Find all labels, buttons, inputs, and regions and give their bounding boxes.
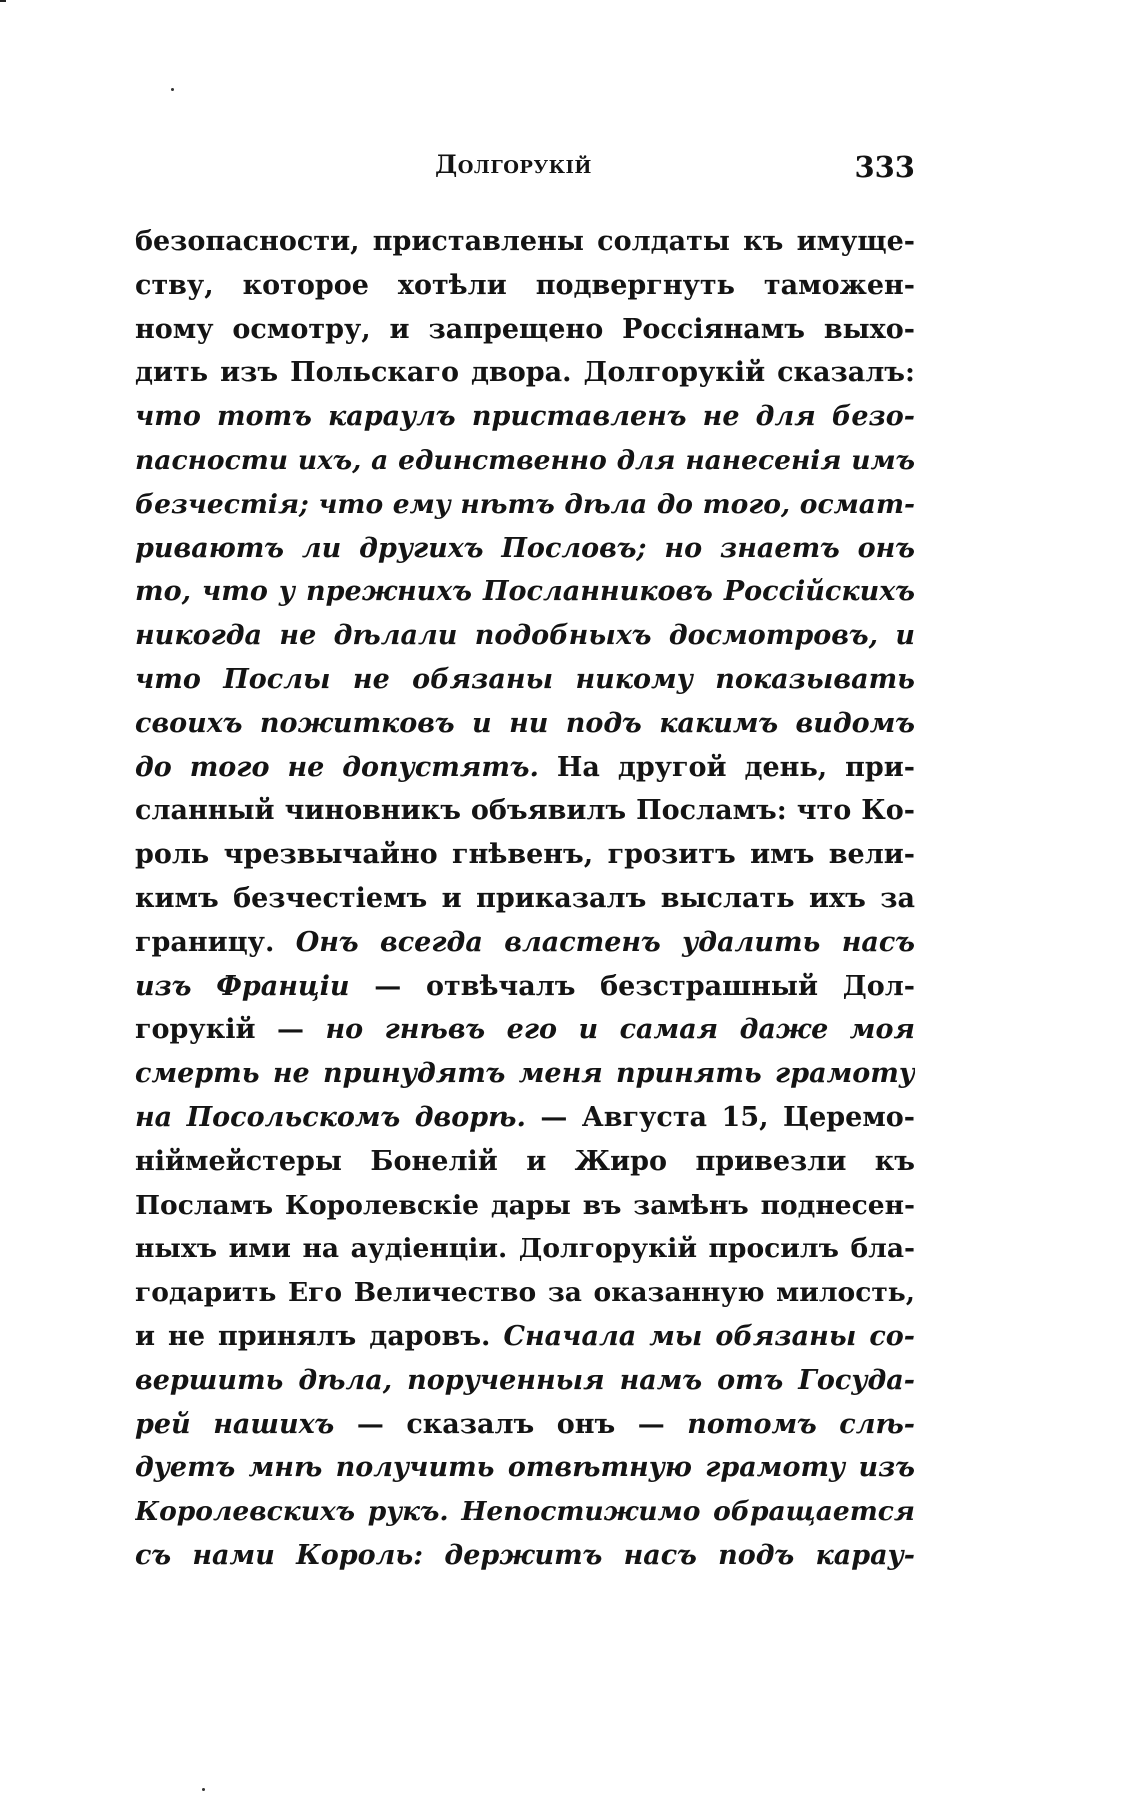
text-segment: нiймейстеры Бонелій и Жиро привезли къ xyxy=(135,1145,915,1177)
text-line xyxy=(135,570,915,614)
text-line xyxy=(135,220,915,264)
italic-segment: вершить дѣла, порученныя намъ отъ Госуда- xyxy=(135,1364,915,1396)
italic-segment: съ нами Король: держитъ насъ подъ карау- xyxy=(135,1539,915,1571)
text-segment: — Августа 15, Церемо- xyxy=(540,1101,915,1133)
print-speck xyxy=(202,1788,205,1791)
text-segment: годарить Его Величество за оказанную милость, xyxy=(135,1277,915,1309)
text-line xyxy=(135,1490,915,1534)
text-line xyxy=(135,1227,915,1271)
text-line xyxy=(135,1096,915,1140)
italic-segment: изъ Франціи xyxy=(135,970,375,1002)
text-segment: — отвѣчалъ безстрашный Дол- xyxy=(374,970,915,1002)
italic-segment: потомъ слѣ- xyxy=(687,1408,915,1440)
text-line xyxy=(135,1184,915,1228)
text-segment: На другой день, при- xyxy=(556,751,915,783)
text-line xyxy=(135,1534,915,1578)
text-segment: роль чрезвычайно гнѣвенъ, грозитъ имъ вели- xyxy=(135,839,915,871)
italic-segment: то, что у прежнихъ Посланниковъ Россійскихъ xyxy=(135,576,915,608)
print-speck xyxy=(171,88,174,91)
text-segment: сланный чиновникъ объявилъ Посламъ: что Ко- xyxy=(135,795,915,827)
text-segment: дить изъ Польскаго двора. Долгорукій сказалъ: xyxy=(135,357,915,389)
italic-segment: Королевскихъ рукъ. Непостижимо обращается xyxy=(135,1496,915,1528)
running-title: Долгорукій xyxy=(435,150,592,179)
text-segment: ныхъ ими на аудіенціи. Долгорукій просилъ бла- xyxy=(135,1233,915,1265)
text-segment: безопасности, приставлены солдаты къ имуще- xyxy=(135,226,915,257)
text-line xyxy=(135,1446,915,1490)
italic-segment: до того не допустятъ. xyxy=(135,751,557,783)
italic-segment: дуетъ мнѣ получить отвѣтную грамоту изъ xyxy=(135,1452,915,1484)
text-line xyxy=(135,1359,915,1403)
italic-segment: своихъ пожитковъ и ни подъ какимъ видомъ xyxy=(135,707,915,739)
text-segment: границу. xyxy=(135,926,296,958)
italic-segment: на Посольскомъ дворѣ. xyxy=(135,1101,541,1133)
italic-segment: пасности ихъ, а единственно для нанесенія имъ xyxy=(135,444,915,476)
text-line xyxy=(135,614,915,658)
text-line xyxy=(135,1140,915,1184)
text-segment: ному осмотру, и запрещено Россіянамъ выхо- xyxy=(135,313,915,345)
text-line xyxy=(135,527,915,571)
page-number: 333 xyxy=(854,150,915,184)
text-line xyxy=(135,308,915,352)
italic-segment: Сначала мы обязаны со- xyxy=(503,1320,915,1352)
italic-segment: безчестія; что ему нѣтъ дѣла до того, осмат- xyxy=(135,488,915,520)
italic-segment: никогда не дѣлали подобныхъ досмотровъ, и xyxy=(135,620,915,652)
text-line xyxy=(135,921,915,965)
text-line xyxy=(135,264,915,308)
text-line xyxy=(135,702,915,746)
body-text xyxy=(135,220,915,1578)
italic-segment: что тотъ караулъ приставленъ не для безо- xyxy=(135,401,915,433)
text-line xyxy=(135,1008,915,1052)
text-line xyxy=(135,746,915,790)
text-line xyxy=(135,1403,915,1447)
text-segment: кимъ безчестіемъ и приказалъ выслать ихъ за xyxy=(135,882,915,914)
text-line xyxy=(135,395,915,439)
italic-segment: что Послы не обязаны никому показывать xyxy=(135,663,915,695)
italic-segment: смерть не принудятъ меня принять грамоту xyxy=(135,1058,915,1090)
text-line xyxy=(135,658,915,702)
text-line xyxy=(135,1315,915,1359)
text-line xyxy=(135,439,915,483)
text-line xyxy=(135,833,915,877)
text-line xyxy=(135,351,915,395)
italic-segment: Онъ всегда властенъ удалить насъ xyxy=(295,926,915,958)
text-segment: — сказалъ онъ — xyxy=(356,1408,688,1440)
text-segment: и не принялъ даровъ. xyxy=(135,1320,504,1352)
text-segment: Посламъ Королевскіе дары въ замѣнъ поднесен- xyxy=(135,1189,915,1221)
text-line xyxy=(135,1271,915,1315)
page-header xyxy=(135,150,915,190)
text-line xyxy=(135,483,915,527)
italic-segment: риваютъ ли другихъ Пословъ; но знаетъ онъ xyxy=(135,532,915,564)
page-corner-mark xyxy=(0,0,6,6)
italic-segment: рей нашихъ xyxy=(135,1408,357,1440)
text-segment: горукій — xyxy=(135,1014,326,1046)
text-line xyxy=(135,789,915,833)
text-line xyxy=(135,1052,915,1096)
text-line xyxy=(135,965,915,1009)
text-line xyxy=(135,877,915,921)
text-segment: ству, которое хотѣли подвергнуть таможен- xyxy=(135,269,915,301)
italic-segment: но гнѣвъ его и самая даже моя xyxy=(325,1014,915,1046)
